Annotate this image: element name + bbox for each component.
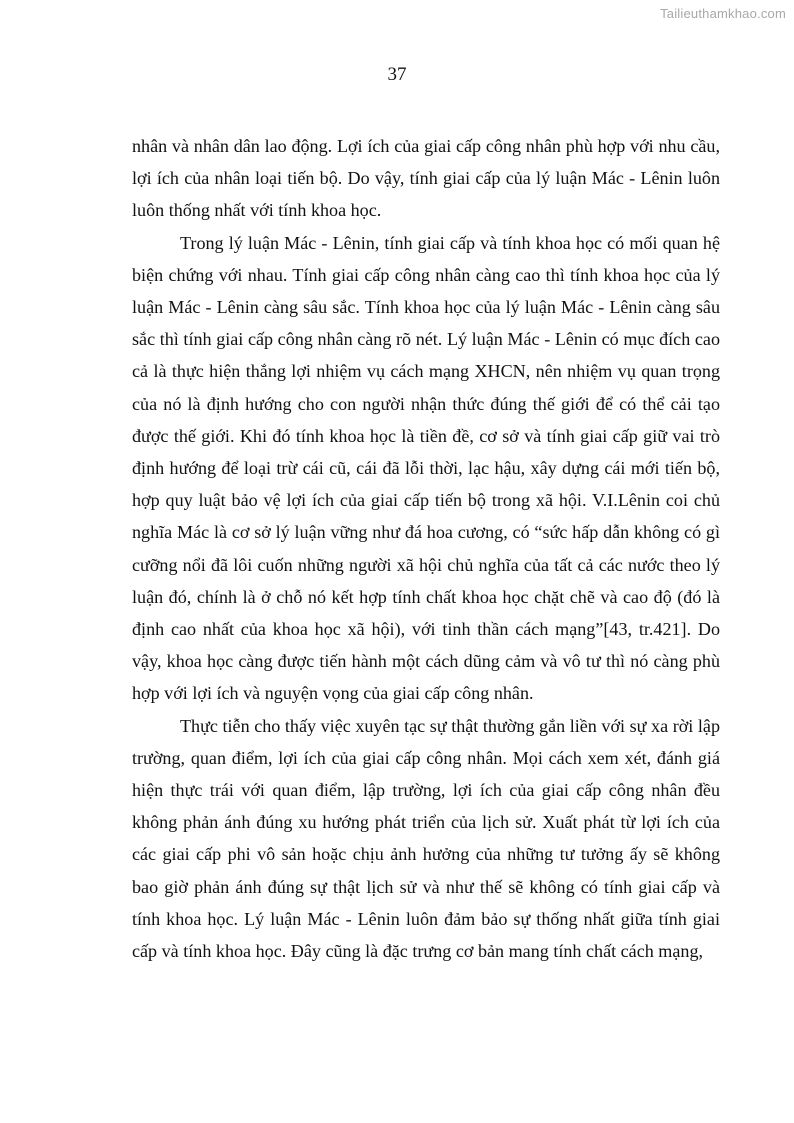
body-text bbox=[132, 130, 720, 967]
paragraph-1: nhân và nhân dân lao động. Lợi ích của giai cấp công nhân phù hợp với nhu cầu, lợi ích của nhân loại tiến bộ. Do vậy, tính giai cấp của lý luận Mác - Lênin luôn luôn thống nhất với tính khoa học. bbox=[132, 136, 720, 221]
paragraph-3: Thực tiễn cho thấy việc xuyên tạc sự thật thường gắn liền với sự xa rời lập trường, quan điểm, lợi ích của giai cấp công nhân. Mọi cách xem xét, đánh giá hiện thực trái với quan điểm, lập trường, lợi ích của giai cấp công nhân đều không phản ánh đúng xu hướng phát triển của lịch sử. Xuất phát từ lợi ích của các giai cấp phi vô sản hoặc chịu ảnh hưởng của những tư tưởng ấy sẽ không bao giờ phản ánh đúng sự thật lịch sử và như thế sẽ không có tính giai cấp và tính khoa học. Lý luận Mác - Lênin luôn đảm bảo sự thống nhất giữa tính giai cấp và tính khoa học. Đây cũng là đặc trưng cơ bản mang tính chất cách mạng, bbox=[132, 715, 720, 962]
watermark: Tailieuthamkhao.com bbox=[660, 6, 786, 21]
paragraph-2: Trong lý luận Mác - Lênin, tính giai cấp và tính khoa học có mối quan hệ biện chứng với nhau. Tính giai cấp công nhân càng cao thì tính khoa học của lý luận Mác - Lênin càng sâu sắc. Tính khoa học của lý luận Mác - Lênin càng sâu sắc thì tính giai cấp công nhân càng rõ nét. Lý luận Mác - Lênin có mục đích cao cả là thực hiện thắng lợi nhiệm vụ cách mạng XHCN, nên nhiệm vụ quan trọng của nó là định hướng cho con người nhận thức đúng thế giới để có thể cải tạo được thế giới. Khi đó tính khoa học là tiền đề, cơ sở và tính giai cấp giữ vai trò định hướng để loại trừ cái cũ, cái đã lỗi thời, lạc hậu, xây dựng cái mới tiến bộ, hợp quy luật bảo vệ lợi ích của giai cấp tiến bộ trong xã hội. V.I.Lênin coi chủ nghĩa Mác là cơ sở lý luận vững như đá hoa cương, có “sức hấp dẫn không có gì cưỡng nổi đã lôi cuốn những người xã hội chủ nghĩa của tất cả các nước theo lý luận đó, chính là ở chỗ nó kết hợp tính chất khoa học chặt chẽ và cao độ (đó là định cao nhất của khoa học xã hội), với tinh thần cách mạng”[43, tr.421]. Do vậy, khoa học càng được tiến hành một cách dũng cảm và vô tư thì nó càng phù hợp với lợi ích và nguyện vọng của giai cấp công nhân. bbox=[132, 232, 720, 704]
page-number: 37 bbox=[387, 64, 407, 85]
